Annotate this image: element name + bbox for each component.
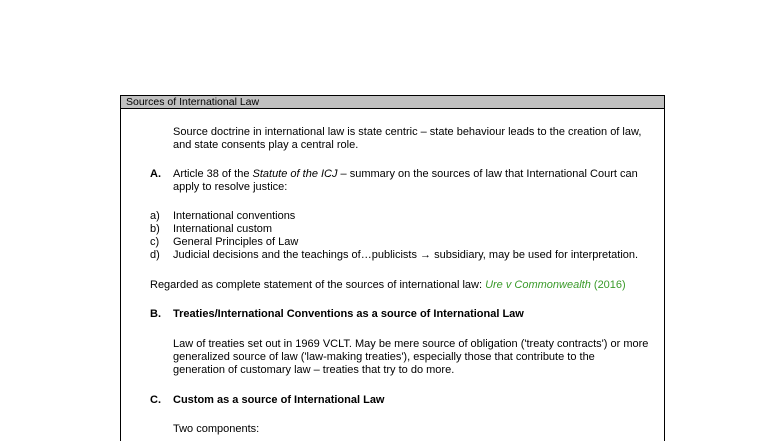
list-item: International conventions	[173, 210, 296, 222]
section-c-heading: Custom as a source of International Law	[173, 394, 385, 406]
section-b-heading: Treaties/International Conventions as a source of International Law	[173, 308, 524, 320]
statute-title: Statute of the ICJ	[252, 168, 338, 180]
section-a-line-1: Article 38 of the Statute of the ICJ – summary on the sources of law that International Court can	[173, 168, 638, 180]
section-c-letter: C.	[150, 394, 161, 406]
section-a-letter: A.	[150, 168, 161, 180]
regarded-line: Regarded as complete statement of the sources of international law: Ure v Commonwealth (2016)	[150, 279, 626, 291]
list-item: Judicial decisions and the teachings of…publicists → subsidiary, may be used for interpretation.	[173, 249, 639, 261]
section-c-line-1: Two components:	[173, 423, 260, 435]
list-item: General Principles of Law	[173, 236, 299, 248]
section-b-letter: B.	[150, 308, 161, 320]
intro-line-1: Source doctrine in international law is state centric – state behaviour leads to the creation of law,	[173, 126, 642, 138]
section-header: Sources of International Law	[120, 95, 665, 109]
list-item: International custom	[173, 223, 273, 235]
section-b-line-1: Law of treaties set out in 1969 VCLT. May be mere source of obligation ('treaty contracts') or more	[173, 338, 649, 350]
list-marker: c)	[150, 236, 160, 248]
list-marker: a)	[150, 210, 160, 222]
case-name: Ure v Commonwealth	[485, 279, 591, 291]
intro-line-2: and state consents play a central role.	[173, 139, 359, 151]
list-marker: d)	[150, 249, 160, 261]
list-marker: b)	[150, 223, 160, 235]
case-year: (2016)	[590, 279, 626, 291]
section-a-line-2: apply to resolve justice:	[173, 181, 288, 193]
section-b-line-3: generation of customary law – treaties that try to do more.	[173, 364, 455, 376]
section-b-line-2: generalized source of law ('law-making treaties'), especially those that contribute to the	[173, 351, 595, 363]
